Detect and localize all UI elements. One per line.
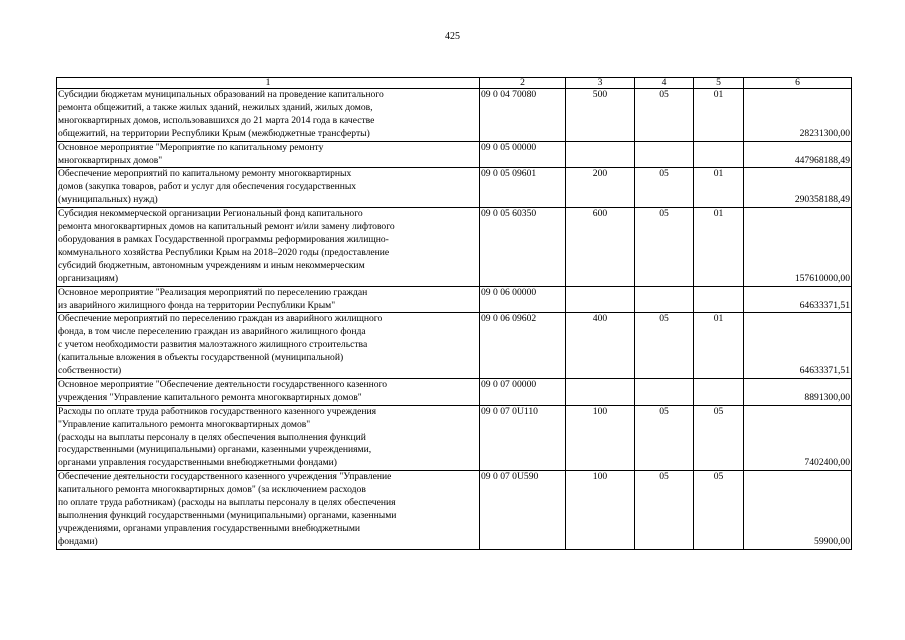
page-number: 425: [445, 31, 460, 42]
target-article-cell: 09 0 07 0U110: [480, 405, 566, 471]
expense-type-cell: [566, 141, 635, 168]
expense-type-cell: 500: [566, 89, 635, 142]
target-article-cell: 09 0 07 0U590: [480, 471, 566, 549]
header-cell: 2: [480, 78, 566, 89]
expense-type-cell: [566, 286, 635, 313]
target-article-cell: 09 0 06 00000: [480, 286, 566, 313]
target-article-cell: 09 0 05 60350: [480, 208, 566, 286]
expense-type-cell: 100: [566, 471, 635, 549]
amount-cell: 7402400,00: [744, 405, 852, 471]
table-row: [57, 89, 852, 142]
expense-type-cell: [566, 378, 635, 405]
section-cell: [635, 286, 694, 313]
expense-name-cell: Обеспечение мероприятий по капитальному ремонту многоквартирных домов (закупка товаров, работ и услуг для обеспечения государственных (муниципальных) нужд): [57, 168, 480, 208]
section-cell: 05: [635, 89, 694, 142]
expense-type-cell: 200: [566, 168, 635, 208]
amount-cell: 157610000,00: [744, 208, 852, 286]
expense-type-cell: 400: [566, 313, 635, 379]
budget-table: [56, 77, 852, 550]
amount-cell: 64633371,51: [744, 286, 852, 313]
expense-name-cell: Субсидии бюджетам муниципальных образований на проведение капитального ремонта общежитий, а также жилых зданий, нежилых зданий, жилых домов, многоквартирных домов, использовавшихся до 21 марта 2014 года в качестве общежитий, на территории Республики Крым (межбюджетные трансферты): [57, 89, 480, 142]
expense-name-cell: Основное мероприятие "Мероприятие по капитальному ремонту многоквартирных домов": [57, 141, 480, 168]
table-row: [57, 168, 852, 208]
section-cell: 05: [635, 313, 694, 379]
amount-cell: 28231300,00: [744, 89, 852, 142]
section-cell: 05: [635, 208, 694, 286]
expense-name-cell: Обеспечение деятельности государственного казенного учреждения "Управление капитального ремонта многоквартирных домов" (за исключением расходов по оплате труда работникам) (расходы на выплаты персоналу в целях обеспечения выполнения функций государственными (муниципальными) органами, казенными учреждениями, органами управления государственными внебюджетными фондами): [57, 471, 480, 549]
table-row: [57, 378, 852, 405]
expense-name-cell: Обеспечение мероприятий по переселению граждан из аварийного жилищного фонда, в том числе переселению граждан из аварийного жилищного фонда с учетом необходимости развития малоэтажного жилищного строительства (капитальные вложения в объекты государственной (муниципальной) собственности): [57, 313, 480, 379]
header-cell: 1: [57, 78, 480, 89]
subsection-cell: [694, 141, 744, 168]
subsection-cell: [694, 286, 744, 313]
expense-type-cell: 600: [566, 208, 635, 286]
section-cell: 05: [635, 471, 694, 549]
amount-cell: 8891300,00: [744, 378, 852, 405]
amount-cell: 64633371,51: [744, 313, 852, 379]
subsection-cell: 01: [694, 313, 744, 379]
table-row: [57, 313, 852, 379]
section-cell: 05: [635, 405, 694, 471]
expense-name-cell: Субсидия некоммерческой организации Региональный фонд капитального ремонта многоквартирных домов на капитальный ремонт и/или замену лифтового оборудования в рамках Государственной программы реформирования жилищно- коммунального хозяйства Республики Крым на 2018–2020 годы (предоставление субсидий бюджетным, автономным учреждениям и иным некоммерческим организациям): [57, 208, 480, 286]
target-article-cell: 09 0 05 09601: [480, 168, 566, 208]
table-row: [57, 208, 852, 286]
table-row: [57, 141, 852, 168]
table-row: [57, 471, 852, 549]
target-article-cell: 09 0 06 09602: [480, 313, 566, 379]
subsection-cell: 01: [694, 208, 744, 286]
section-cell: [635, 141, 694, 168]
amount-cell: 447968188,49: [744, 141, 852, 168]
header-cell: 4: [635, 78, 694, 89]
table-row: [57, 286, 852, 313]
table-header-row: [57, 78, 852, 89]
subsection-cell: [694, 378, 744, 405]
expense-type-cell: 100: [566, 405, 635, 471]
amount-cell: 59900,00: [744, 471, 852, 549]
target-article-cell: 09 0 04 70080: [480, 89, 566, 142]
subsection-cell: 01: [694, 168, 744, 208]
expense-name-cell: Расходы по оплате труда работников государственного казенного учреждения "Управление капитального ремонта многоквартирных домов" (расходы на выплаты персоналу в целях обеспечения выполнения функций государственными (муниципальными) органами, казенными учреждениями, органами управления государственными внебюджетными фондами): [57, 405, 480, 471]
section-cell: 05: [635, 168, 694, 208]
table-row: [57, 405, 852, 471]
expense-name-cell: Основное мероприятие "Реализация мероприятий по переселению граждан из аварийного жилищного фонда на территории Республики Крым": [57, 286, 480, 313]
target-article-cell: 09 0 05 00000: [480, 141, 566, 168]
header-cell: 3: [566, 78, 635, 89]
subsection-cell: 05: [694, 471, 744, 549]
header-cell: 6: [744, 78, 852, 89]
amount-cell: 290358188,49: [744, 168, 852, 208]
header-cell: 5: [694, 78, 744, 89]
expense-name-cell: Основное мероприятие "Обеспечение деятельности государственного казенного учреждения "Управление капитального ремонта многоквартирных домов": [57, 378, 480, 405]
subsection-cell: 01: [694, 89, 744, 142]
target-article-cell: 09 0 07 00000: [480, 378, 566, 405]
section-cell: [635, 378, 694, 405]
subsection-cell: 05: [694, 405, 744, 471]
